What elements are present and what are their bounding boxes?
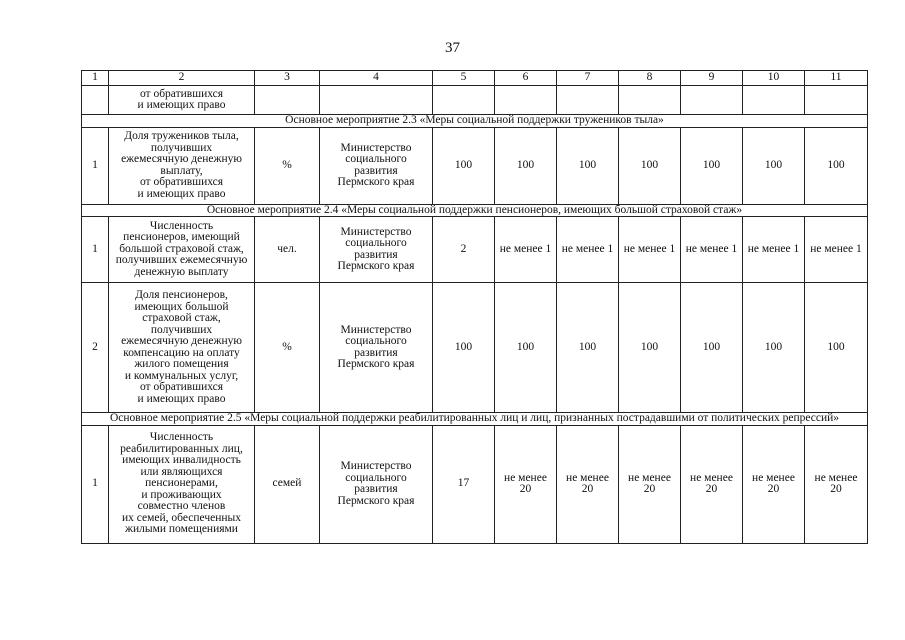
header-cell: 4 — [320, 71, 433, 86]
value-cell: 100 — [557, 127, 619, 204]
value-cell: не менее 1 — [557, 217, 619, 283]
value-cell — [681, 86, 743, 115]
indicator-description: Доля пенсионеров, имеющих большой страховой стаж, получивших ежемесячную денежную компенсацию на оплату жилого помещения и коммунальных услуг, от обратившихся и имеющих право — [109, 283, 255, 413]
row-number: 2 — [82, 283, 109, 413]
value-cell — [619, 86, 681, 115]
value-cell: 100 — [495, 283, 557, 413]
value-cell: не менее 20 — [681, 425, 743, 543]
header-cell: 10 — [743, 71, 805, 86]
section-row — [82, 204, 868, 217]
section-row — [82, 115, 868, 128]
value-cell: 100 — [743, 127, 805, 204]
row-number: 1 — [82, 425, 109, 543]
value-cell — [805, 86, 868, 115]
indicator-description: от обратившихся и имеющих право — [109, 86, 255, 115]
table-row — [82, 425, 868, 543]
value-cell: не менее 1 — [681, 217, 743, 283]
value-cell: 2 — [433, 217, 495, 283]
value-cell: не менее 1 — [743, 217, 805, 283]
indicator-description: Численность пенсионеров, имеющий большой страховой стаж, получивших ежемесячную денежную выплату — [109, 217, 255, 283]
table-row — [82, 127, 868, 204]
header-cell: 1 — [82, 71, 109, 86]
value-cell: 100 — [681, 127, 743, 204]
value-cell: 100 — [619, 127, 681, 204]
value-cell: 100 — [619, 283, 681, 413]
header-cell: 11 — [805, 71, 868, 86]
value-cell — [557, 86, 619, 115]
row-number: 1 — [82, 127, 109, 204]
value-cell: не менее 20 — [495, 425, 557, 543]
header-cell: 8 — [619, 71, 681, 86]
unit-cell: % — [255, 127, 320, 204]
value-cell — [495, 86, 557, 115]
unit-cell: чел. — [255, 217, 320, 283]
value-cell: 100 — [805, 283, 868, 413]
header-cell: 2 — [109, 71, 255, 86]
table-row — [82, 283, 868, 413]
table-row — [82, 86, 868, 115]
unit-cell: % — [255, 283, 320, 413]
ministry-cell: Министерство социального развития Пермского края — [320, 425, 433, 543]
section-title: Основное мероприятие 2.3 «Меры социальной поддержки тружеников тыла» — [82, 115, 868, 128]
value-cell — [433, 86, 495, 115]
header-cell: 5 — [433, 71, 495, 86]
indicator-description: Доля тружеников тыла, получивших ежемесячную денежную выплату, от обратившихся и имеющих право — [109, 127, 255, 204]
value-cell: не менее 1 — [805, 217, 868, 283]
ministry-cell: Министерство социального развития Пермского края — [320, 217, 433, 283]
value-cell: 100 — [433, 283, 495, 413]
header-cell: 6 — [495, 71, 557, 86]
value-cell: 100 — [805, 127, 868, 204]
value-cell: 100 — [495, 127, 557, 204]
page-number: 37 — [445, 40, 460, 56]
section-title: Основное мероприятие 2.4 «Меры социальной поддержки пенсионеров, имеющих большой страховой стаж» — [82, 204, 868, 217]
value-cell: не менее 1 — [619, 217, 681, 283]
row-number — [82, 86, 109, 115]
section-row — [82, 413, 868, 426]
unit-cell — [255, 86, 320, 115]
table-row — [82, 217, 868, 283]
value-cell — [743, 86, 805, 115]
ministry-cell: Министерство социального развития Пермского края — [320, 127, 433, 204]
ministry-cell — [320, 86, 433, 115]
ministry-cell: Министерство социального развития Пермского края — [320, 283, 433, 413]
header-cell: 3 — [255, 71, 320, 86]
value-cell: не менее 20 — [743, 425, 805, 543]
indicator-description: Численность реабилитированных лиц, имеющих инвалидность или являющихся пенсионерами, и проживающих совместно членов их семей, обеспеченных жилыми помещениями — [109, 425, 255, 543]
indicators-table — [81, 70, 868, 544]
section-title: Основное мероприятие 2.5 «Меры социальной поддержки реабилитированных лиц и лиц, признанных пострадавшими от политических репрессий» — [82, 413, 868, 426]
header-row — [82, 71, 868, 86]
unit-cell: семей — [255, 425, 320, 543]
value-cell: не менее 20 — [619, 425, 681, 543]
header-cell: 7 — [557, 71, 619, 86]
row-number: 1 — [82, 217, 109, 283]
value-cell: 100 — [681, 283, 743, 413]
value-cell: не менее 20 — [557, 425, 619, 543]
value-cell: 17 — [433, 425, 495, 543]
value-cell: 100 — [557, 283, 619, 413]
header-cell: 9 — [681, 71, 743, 86]
value-cell: не менее 1 — [495, 217, 557, 283]
value-cell: 100 — [433, 127, 495, 204]
value-cell: 100 — [743, 283, 805, 413]
value-cell: не менее 20 — [805, 425, 868, 543]
